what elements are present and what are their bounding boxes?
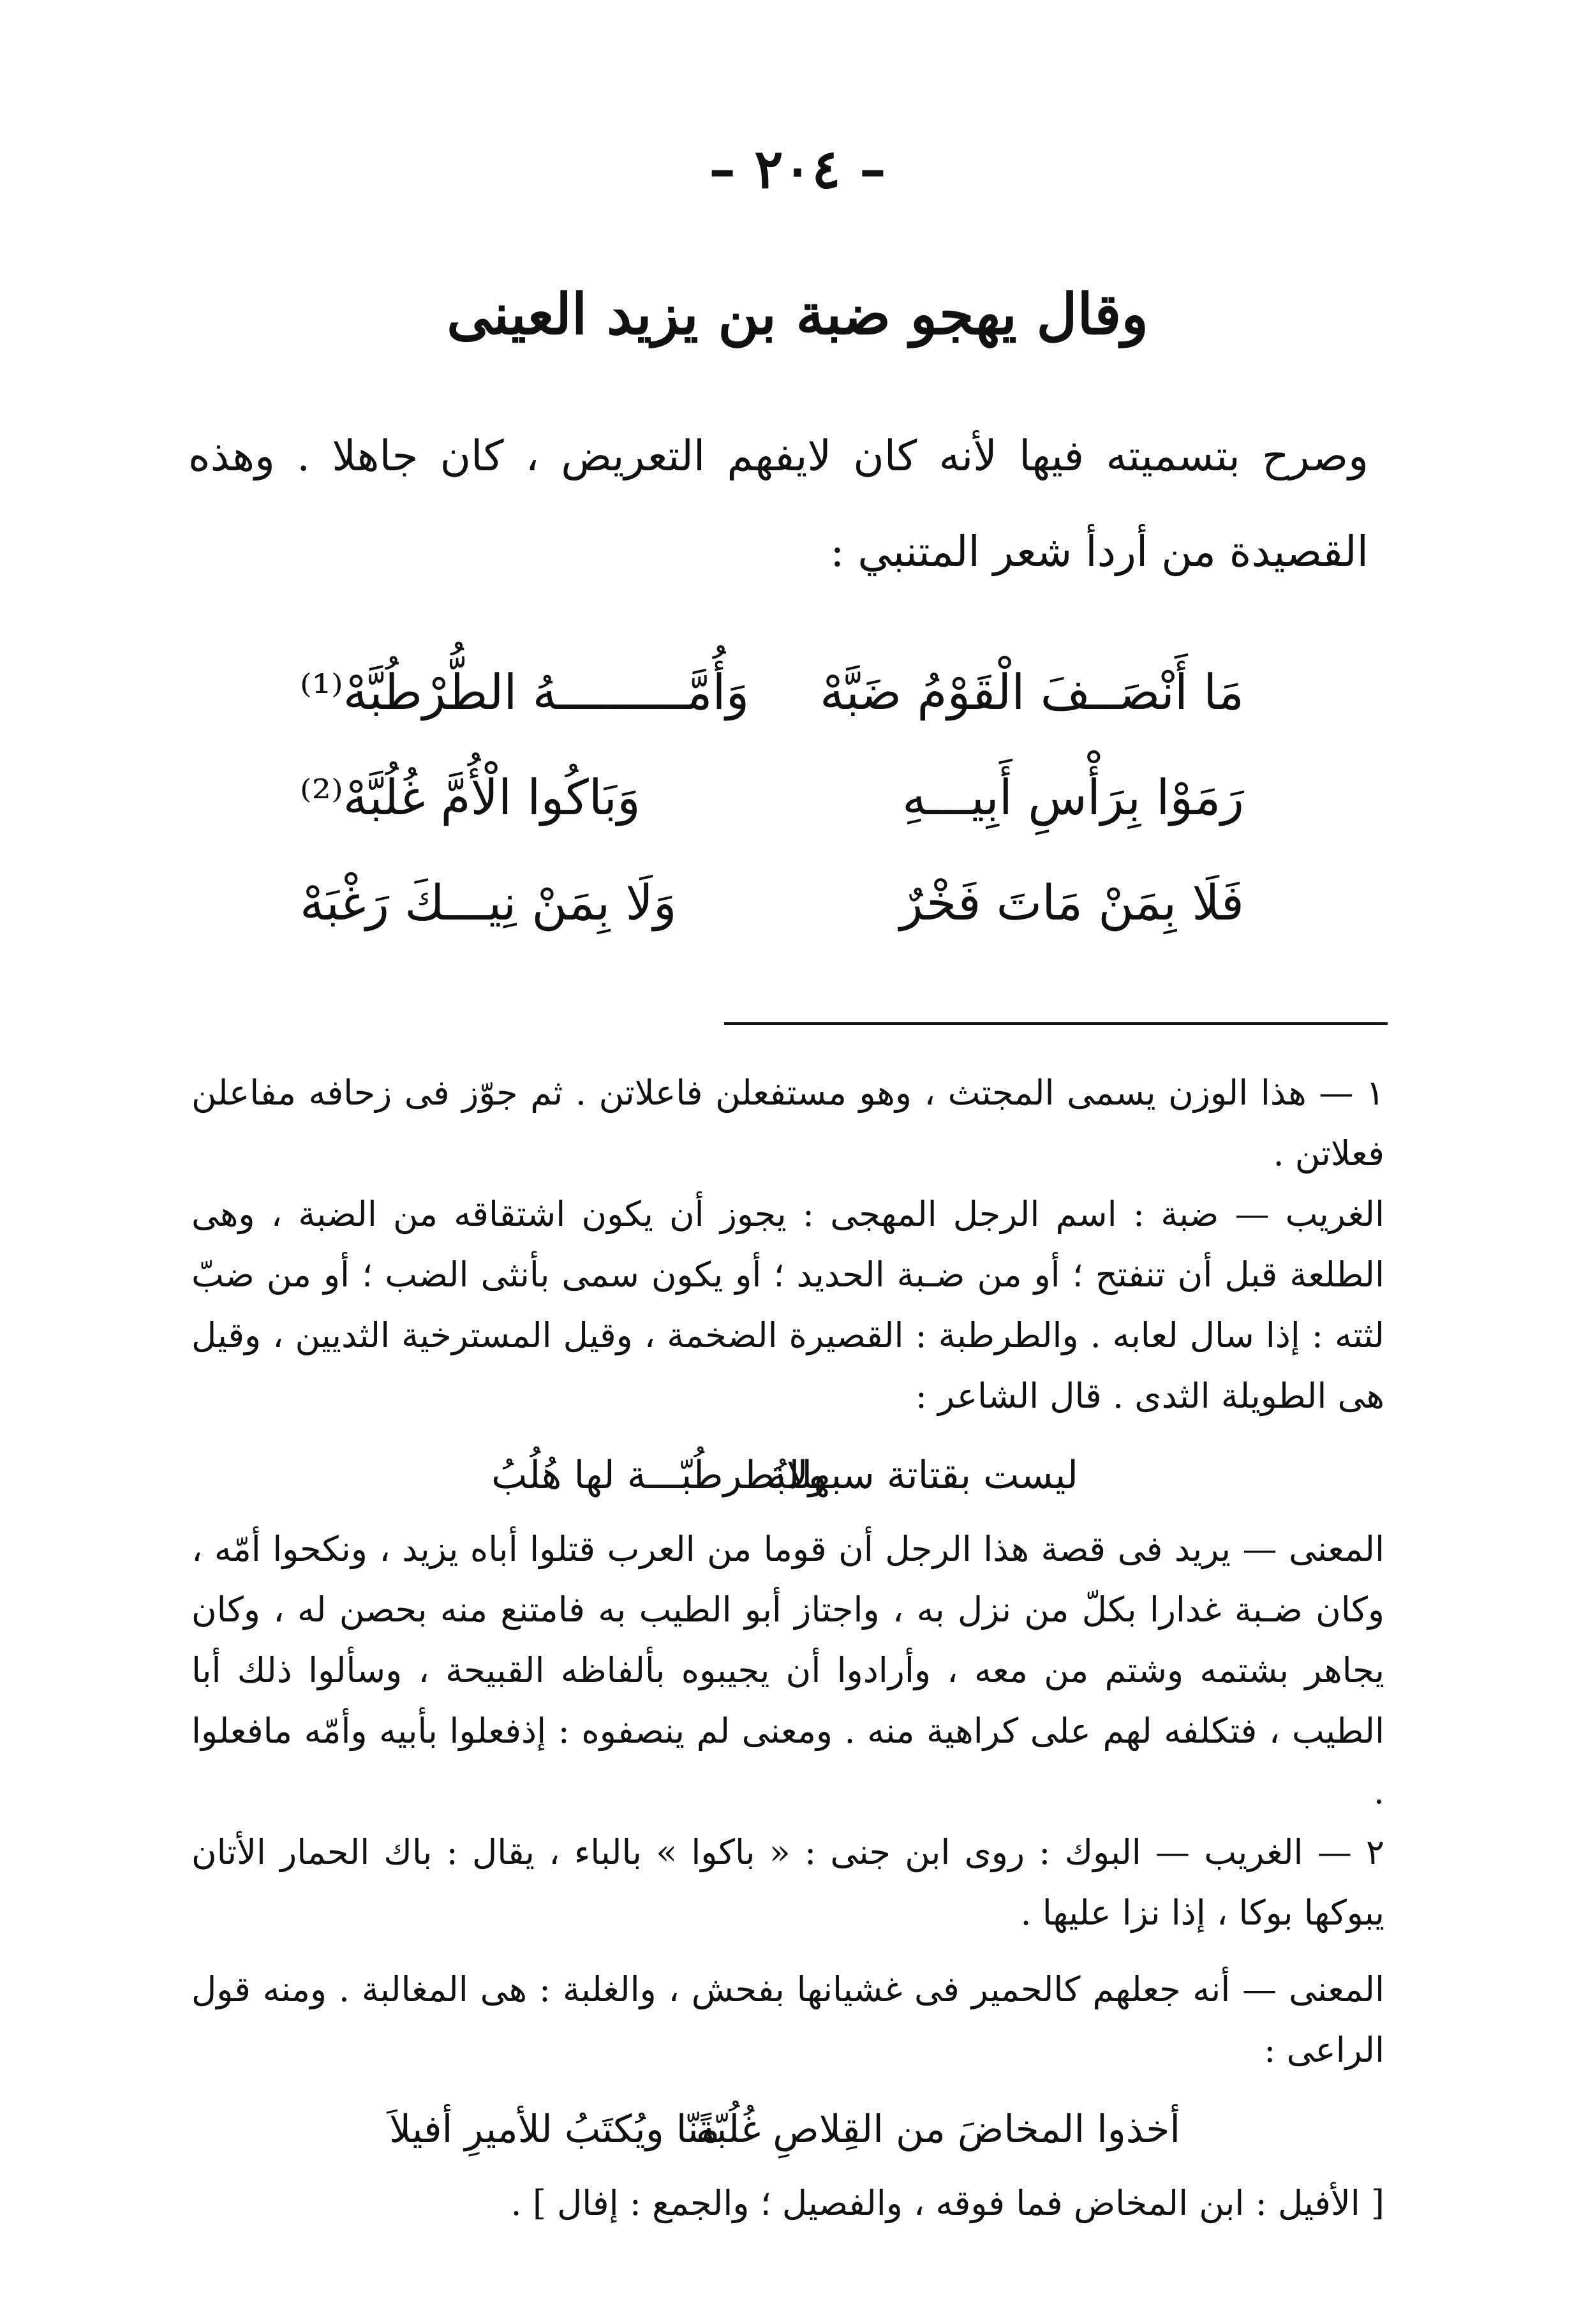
verse-1-second-hemistich: وَأُمَّـــــــــهُ الطُّرْطُبَّهْ⁽¹⁾ bbox=[300, 664, 750, 720]
intro-paragraph: وصرح بتسميته فيها لأنه كان لايفهم التعريض ، كان جاهلا . وهذه القصيدة من أردأ شعر المتنبي : bbox=[188, 431, 1369, 576]
note-1-quoted-verse bbox=[191, 1433, 1384, 1516]
poem-title: وقال يهجو ضبة بن يزيد العينى bbox=[447, 281, 1148, 347]
note-2-verse-first: أخذوا المخاضَ من القِلاصِ غُلُبّةً bbox=[695, 2107, 1180, 2152]
verse-2 bbox=[300, 769, 1244, 874]
note-2-verse-second: منّا ويُكتَبُ للأميرِ أفيلاَ bbox=[389, 2107, 720, 2152]
footnotes bbox=[191, 1062, 1384, 2233]
verse-3-second-hemistich: وَلَا بِمَنْ نِيـــكَ رَغْبَهْ bbox=[300, 874, 677, 931]
note-2-afil: [ الأفيل : ابن المخاض فما فوقه ، والفصيل ؛ والجمع : إفال ] . bbox=[510, 2183, 1384, 2223]
page-number: – ٢٠٤ – bbox=[709, 137, 886, 200]
verse-3 bbox=[300, 874, 1244, 980]
note-2-gharib: ٢ — الغريب — البوك : روى ابن جنى : « باكوا » بالباء ، يقال : باك الحمار الأتان يبوكها بوكا ، إذا نزا عليها . bbox=[191, 1832, 1384, 1933]
note-1-meter: ١ — هذا الوزن يسمى المجتث ، وهو مستفعلن فاعلاتن . ثم جوّز فى زحافه مفاعلن فعلاتن . bbox=[191, 1073, 1384, 1173]
note-2-quoted-verse bbox=[191, 2087, 1384, 2170]
note-1-gharib: الغريب — ضبة : اسم الرجل المهجى : يجوز أن يكون اشتقاقه من الضبة ، وهى الطلعة قبل أن تنفتح ؛ أو من ضـبة الحديد ؛ أو يكون سمى بأنثى الضب ؛ أو من ضبّ لثته : إذا سال لعابه . والطرطبة : القصيرة الضخمة ، وقيل المسترخية الثديين ، وقيل هى الطويلة الثدى . قال الشاعر : bbox=[191, 1194, 1384, 1416]
note-1-maana: المعنى — يريد فى قصة هذا الرجل أن قوما من العرب قتلوا أباه يزيد ، ونكحوا أمّه ، وكان ضـبة غدارا بكلّ من نزل به ، واجتاز أبو الطيب به فامتنع منه بحصن له ، وكان يجاهر بشتمه وشتم من معه ، وأرادوا أن يجيبوه بألفاظه القبيحة ، وسألوا ذلك أبا الطيب ، فتكلفه لهم على كراهية منه . ومعنى لم ينصفوه : إذفعلوا بأبيه وأمّه مافعلوا . bbox=[191, 1529, 1384, 1812]
verse-2-first-hemistich: رَمَوْا بِرَأْسِ أَبِيـــهِ bbox=[902, 769, 1244, 826]
note-1-verse-first: ليست بقتاتة سبهللة bbox=[767, 1453, 1078, 1498]
note-1-verse-second: ولابُطرطُبّـــة لها هُلُبُ bbox=[491, 1453, 827, 1498]
verse-3-first-hemistich: فَلَا بِمَنْ مَاتَ فَخْرٌ bbox=[900, 874, 1244, 931]
verse-1 bbox=[300, 664, 1244, 769]
verse-1-first-hemistich: مَا أَنْصَــفَ الْقَوْمُ ضَبَّهْ bbox=[820, 664, 1244, 720]
verse-2-second-hemistich: وَبَاكُوا الْأُمَّ غُلُبَّهْ⁽²⁾ bbox=[300, 769, 641, 826]
note-spacer bbox=[191, 1943, 1384, 1959]
footnote-divider bbox=[724, 1022, 1388, 1025]
poem-verses bbox=[300, 664, 1244, 980]
note-2-maana: المعنى — أنه جعلهم كالحمير فى غشيانها بفحش ، والغلبة : هى المغالبة . ومنه قول الراعى : bbox=[191, 1969, 1384, 2070]
